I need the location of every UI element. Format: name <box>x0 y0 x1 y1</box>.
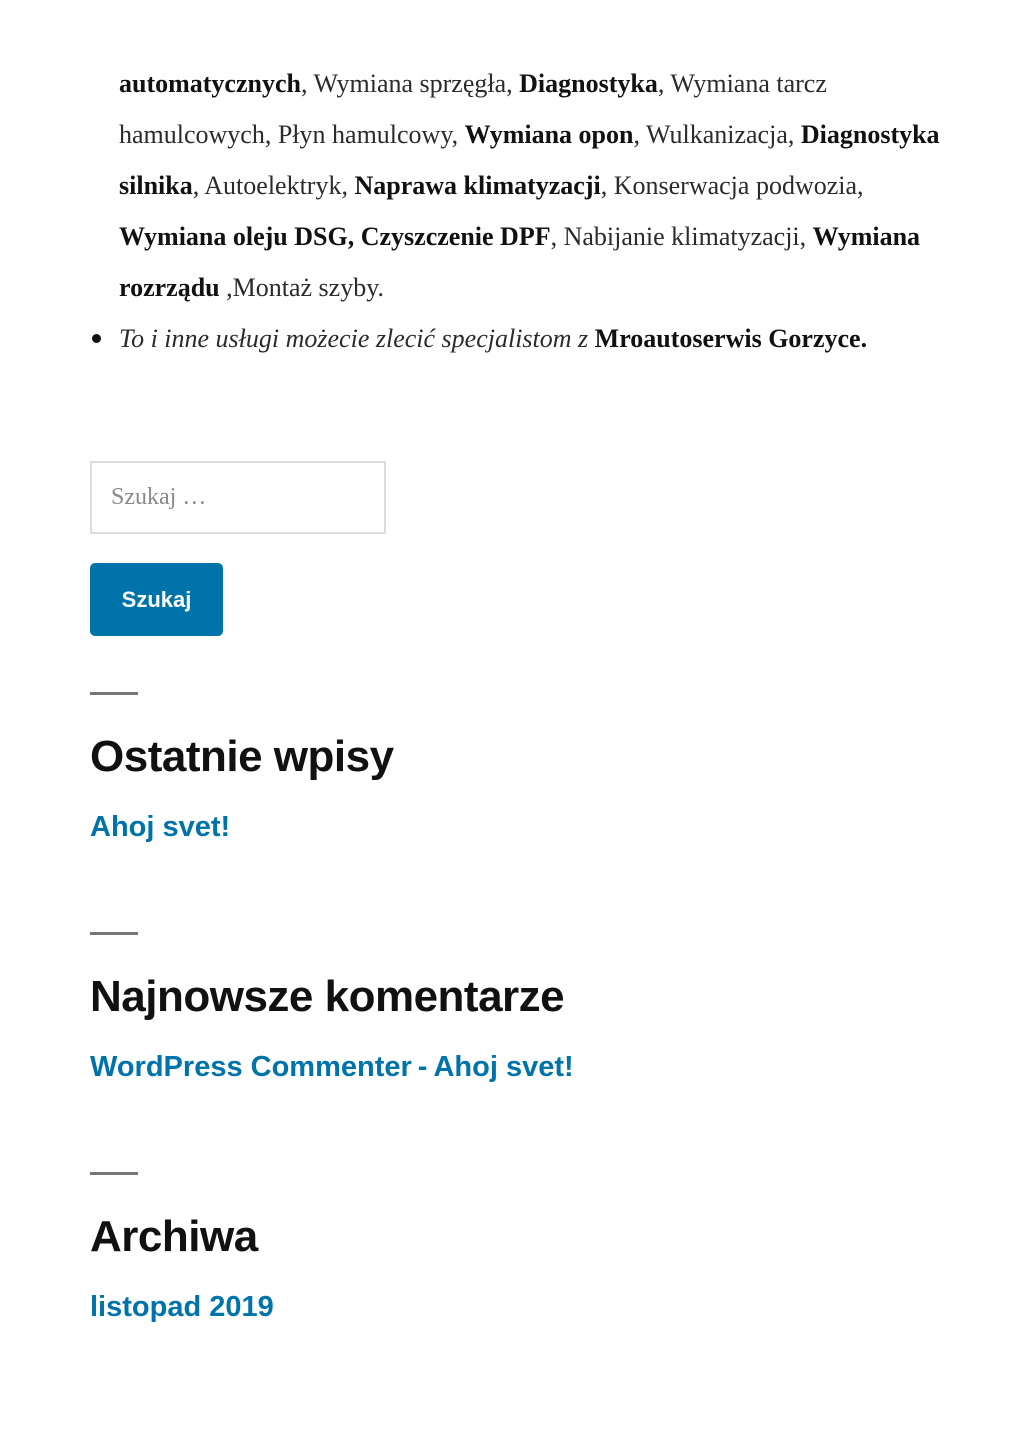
archive-link[interactable]: listopad 2019 <box>90 1291 274 1323</box>
recent-post-link[interactable]: Ahoj svet! <box>90 811 231 843</box>
widget-title-recent-comments: Najnowsze komentarze <box>90 972 565 1021</box>
service-text: , Konserwacja podwozia, <box>600 171 864 200</box>
widget-divider <box>90 932 138 935</box>
service-name-bold: automatycznych <box>119 69 301 98</box>
service-text: , Wulkanizacja, <box>633 120 801 149</box>
service-name-bold: Wymiana rozrządu <box>119 222 921 302</box>
services-list-text <box>91 58 961 313</box>
service-name-bold: Diagnostyka silnika <box>119 120 940 200</box>
list-item <box>91 313 961 364</box>
service-text: ,Montaż szyby. <box>219 273 385 302</box>
comment-separator: - <box>417 1051 428 1083</box>
comment-author-link[interactable]: WordPress Commenter <box>90 1051 412 1083</box>
service-text: , Wymiana tarcz hamulcowych, Płyn hamulcowy, <box>119 69 827 149</box>
service-text: , Nabijanie klimatyzacji, <box>550 222 813 251</box>
recent-comments-widget <box>90 932 950 1087</box>
company-name: Mroautoserwis Gorzyce. <box>594 324 868 353</box>
bullet-italic-text: To i inne usługi możecie zlecić specjalistom z <box>119 324 589 353</box>
service-name-bold: Wymiana oleju DSG, Czyszczenie DPF <box>119 222 551 251</box>
service-name-bold: Diagnostyka <box>519 69 658 98</box>
recent-posts-widget <box>90 692 950 847</box>
widget-title-archives: Archiwa <box>90 1212 258 1261</box>
comment-post-link[interactable]: Ahoj svet! <box>433 1051 574 1083</box>
widget-divider <box>90 692 138 695</box>
widget-title-recent-posts: Ostatnie wpisy <box>90 732 394 781</box>
service-text: , Autoelektryk, <box>192 171 355 200</box>
bullet-icon <box>92 334 101 343</box>
article-content <box>91 58 961 364</box>
service-name-bold: Naprawa klimatyzacji <box>354 171 601 200</box>
search-button[interactable]: Szukaj <box>90 563 223 636</box>
search-input[interactable] <box>90 461 386 534</box>
widget-divider <box>90 1172 138 1175</box>
service-name-bold: Wymiana opon <box>464 120 634 149</box>
archives-widget <box>90 1172 950 1327</box>
service-text: , Wymiana sprzęgła, <box>300 69 520 98</box>
